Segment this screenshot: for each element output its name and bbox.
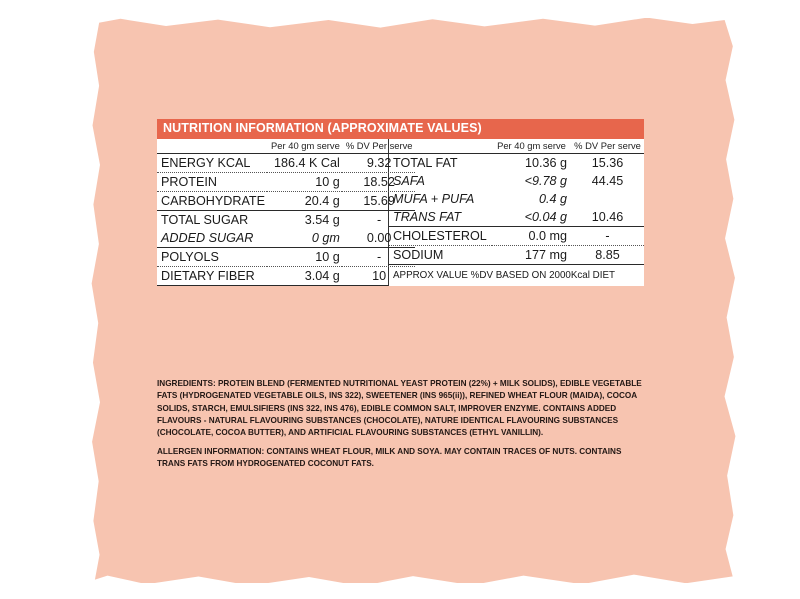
- nutrient-value: 20.4 g: [267, 192, 342, 211]
- nutrient-dv: [569, 190, 644, 208]
- left-header-dv: % DV Per serve: [345, 140, 413, 152]
- nutrient-name: DIETARY FIBER: [157, 267, 267, 286]
- nutrient-value: 0 gm: [311, 231, 340, 245]
- nutrition-table-columns: [157, 139, 644, 286]
- allergen-text: CONTAINS WHEAT FLOUR, MILK AND SOYA. MAY CONTAIN TRACES OF NUTS. CONTAINS TRANS FATS FROM HYDROGENATED COCONUT FATS.: [157, 447, 622, 469]
- nutrient-name: SODIUM: [389, 246, 492, 265]
- nutrient-dv: 15.36: [569, 154, 644, 173]
- nutrient-dv: 44.45: [591, 174, 624, 188]
- ingredients-text: PROTEIN BLEND (FERMENTED NUTRITIONAL YEAST PROTEIN (22%) + MILK SOLIDS), EDIBLE VEGETABLE FATS (HYDROGENATED VEGETABLE OILS, INS 322), SWEETENER (INS 965(ii)), REFINED WHEAT FLOUR (MAIDA), COCOA SOLIDS, STARCH, EMULSIFIERS (INS 322, INS 476), EDIBLE COMMON SALT, IMPROVER ENZYME. CONTAINS ADDED FLAVOURS - NATURAL FLAVOURING SUBSTANCES (CHOCOLATE), NATURE IDENTICAL FLAVOURING SUBSTANCES (CHOCOLATE, COCOA BUTTER), AND ARTIFICIAL FLAVOURING SUBSTANCES (ETHYL VANILLIN).: [157, 379, 642, 438]
- nutrition-information-card: [157, 119, 644, 286]
- nutrient-name: SAFA: [393, 174, 425, 188]
- nutrient-value: 0.4 g: [539, 192, 568, 206]
- nutrient-name: TOTAL FAT: [389, 154, 492, 173]
- table-row: [157, 248, 415, 267]
- table-row: [157, 267, 415, 286]
- nutrient-dv: 18.52: [342, 173, 415, 192]
- allergen-label: ALLERGEN INFORMATION:: [157, 447, 265, 456]
- nutrient-name: ADDED SUGAR: [161, 231, 254, 245]
- nutrient-dv: -: [569, 227, 644, 246]
- table-row: [157, 154, 415, 173]
- ingredients-block: [157, 378, 647, 439]
- table-row: [389, 190, 644, 208]
- right-header-spacer: [389, 139, 492, 153]
- nutrient-value: 0.0 mg: [492, 227, 569, 246]
- table-row: [157, 173, 415, 192]
- peach-background-panel: [88, 18, 736, 583]
- left-nutrient-table: [157, 139, 415, 285]
- table-row: [389, 154, 644, 173]
- nutrient-dv: 0.00: [366, 231, 392, 245]
- nutrient-dv: 15.69: [342, 192, 415, 211]
- nutrient-name: POLYOLS: [157, 248, 267, 267]
- table-row: [157, 192, 415, 211]
- nutrient-name: ENERGY KCAL: [157, 154, 267, 173]
- nutrient-value: 3.04 g: [267, 267, 342, 286]
- nutrient-value: 10.36 g: [492, 154, 569, 173]
- left-header-spacer: [157, 139, 267, 153]
- table-row: [157, 229, 415, 248]
- nutrient-dv: -: [342, 211, 415, 230]
- nutrient-dv: 10: [342, 267, 415, 286]
- nutrition-table-right: [389, 139, 644, 286]
- nutrient-name: CARBOHYDRATE: [157, 192, 267, 211]
- table-row: [389, 227, 644, 246]
- nutrient-value: <9.78 g: [524, 174, 568, 188]
- nutrient-name: PROTEIN: [157, 173, 267, 192]
- nutrient-dv: 10.46: [591, 210, 624, 224]
- nutrient-value: 186.4 K Cal: [267, 154, 342, 173]
- ingredients-label: INGREDIENTS:: [157, 379, 216, 388]
- left-header-per-serve: Per 40 gm serve: [271, 140, 340, 152]
- right-nutrient-table: [389, 139, 644, 264]
- table-row: [157, 211, 415, 230]
- nutrient-value: 10 g: [267, 248, 342, 267]
- right-table-header-row: [389, 139, 644, 153]
- daily-value-footnote: APPROX VALUE %DV BASED ON 2000Kcal DIET: [389, 264, 644, 285]
- table-row: [389, 208, 644, 227]
- right-header-dv: % DV Per serve: [574, 140, 641, 152]
- nutrient-value: 10 g: [267, 173, 342, 192]
- nutrient-value: 3.54 g: [267, 211, 342, 230]
- nutrient-name: CHOLESTEROL: [389, 227, 492, 246]
- nutrient-name: TOTAL SUGAR: [157, 211, 267, 230]
- nutrition-panel-title: NUTRITION INFORMATION (APPROXIMATE VALUES): [157, 119, 644, 139]
- nutrient-dv: -: [342, 248, 415, 267]
- left-table-bottom-rule: [157, 285, 388, 286]
- nutrient-value: <0.04 g: [524, 210, 568, 224]
- nutrient-name: MUFA + PUFA: [393, 192, 475, 206]
- left-table-header-row: [157, 139, 415, 153]
- nutrient-value: 177 mg: [492, 246, 569, 265]
- right-header-per-serve: Per 40 gm serve: [497, 140, 566, 152]
- allergen-block: [157, 446, 637, 471]
- table-row: [389, 172, 644, 190]
- nutrient-dv: 8.85: [569, 246, 644, 265]
- table-row: [389, 246, 644, 265]
- nutrient-dv: 9.32: [342, 154, 415, 173]
- nutrient-name: TRANS FAT: [393, 210, 462, 224]
